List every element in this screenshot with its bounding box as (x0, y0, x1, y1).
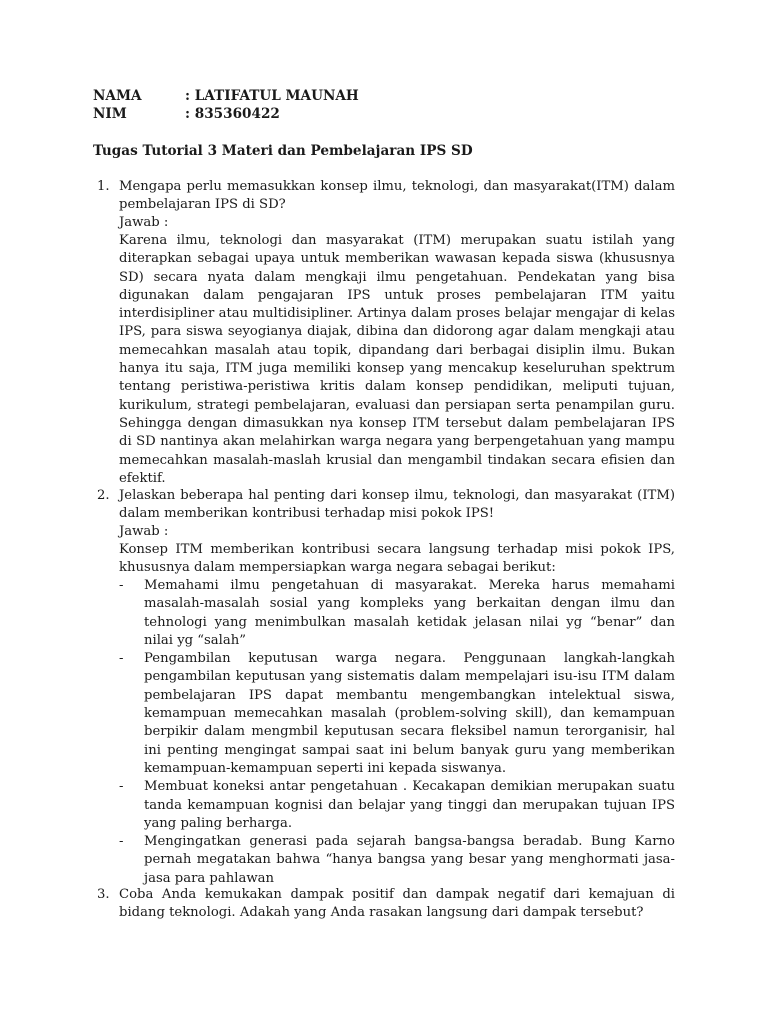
question-number-3: 3. (97, 887, 110, 902)
nim-row (93, 105, 280, 123)
question-text-2: Jelaskan beberapa hal penting dari konsep ilmu, teknologi, dan masyarakat (ITM) dalam memberikan kontribusi terhadap misi pokok IPS! (119, 488, 675, 522)
list-item (119, 778, 675, 833)
bullet-marker: - (119, 779, 124, 795)
answer-label-2: Jawab : (119, 524, 169, 539)
list-item (119, 833, 675, 888)
nim-label: NIM (93, 106, 127, 122)
nim-value: : 835360422 (185, 106, 280, 122)
question-text-1: Mengapa perlu memasukkan konsep ilmu, teknologi, dan masyarakat(ITM) dalam pembelajaran IPS di SD? (119, 179, 675, 213)
name-label: NAMA (93, 88, 142, 104)
question-text-3: Coba Anda kemukakan dampak positif dan dampak negatif dari kemajuan di bidang teknologi. Adakah yang Anda rasakan langsung dari dampak tersebut? (119, 887, 675, 921)
answer-bullet-list-2 (119, 577, 675, 888)
bullet-text: Mengingatkan generasi pada sejarah bangsa-bangsa beradab. Bung Karno pernah megatakan bahwa “hanya bangsa yang besar yang menghormati jasa-jasa para pahlawan (144, 834, 675, 886)
list-item (119, 577, 675, 650)
bullet-text: Pengambilan keputusan warga negara. Penggunaan langkah-langkah pengambilan keputusan yang sistematis dalam mempelajari isu-isu ITM dalam pembelajaran IPS dapat membantu mengembangkan intelektual siswa, kemampuan memecahkan masalah (problem-solving skill), dan kemampuan berpikir dalam mengmbil keputusan secara fleksibel namun terorganisir, hal ini penting mengingat sampai saat ini belum banyak guru yang memberikan kemampuan-kemampuan seperti ini kepada siswanya. (144, 651, 675, 776)
bullet-marker: - (119, 578, 124, 593)
document-title: Tugas Tutorial 3 Materi dan Pembelajaran IPS SD (93, 143, 473, 159)
bullet-text: Membuat koneksi antar pengetahuan . Kecakapan demikian merupakan suatu tanda kemampuan kognisi dan belajar yang tinggi dan merupakan tujuan IPS yang paling berharga. (144, 779, 675, 831)
name-value: : LATIFATUL MAUNAH (185, 88, 359, 104)
answer-text-1: Karena ilmu, teknologi dan masyarakat (ITM) merupakan suatu istilah yang diterapkan sebagai upaya untuk memberikan wawasan kepada siswa (khususnya SD) secara nyata dalam mengkaji ilmu pengetahuan. Pendekatan yang bisa digunakan dalam pengajaran IPS untuk proses pembelajaran ITM yaitu interdisipliner atau multidisipliner. Artinya dalam proses belajar mengajar di kelas IPS, para siswa seyogianya diajak, dibina dan didorong agar dalam mengkaji atau memecahkan masalah atau topik, dipandang dari berbagai disiplin ilmu. Bukan hanya itu saja, ITM juga memiliki konsep yang mencakup keseluruhan spektrum tentang peristiwa-peristiwa kritis dalam konsep pendidikan, meliputi tujuan, kurikulum, strategi pembelajaran, evaluasi dan persiapan serta penampilan guru. Sehingga dengan dimasukkan nya konsep ITM tersebut dalam pembelajaran IPS di SD nantinya akan melahirkan warga negara yang berpengetahuan yang mampu memecahkan masalah-maslah krusial dan mengambil tindakan secara efisien dan efektif. (119, 233, 675, 486)
name-row (93, 87, 359, 105)
question-number-2: 2. (97, 488, 110, 503)
answer-label-1: Jawab : (119, 215, 169, 230)
bullet-marker: - (119, 651, 124, 667)
answer-text-2: Konsep ITM memberikan kontribusi secara langsung terhadap misi pokok IPS, khususnya dalam mempersiapkan warga negara sebagai berikut: (119, 542, 675, 576)
bullet-marker: - (119, 834, 124, 850)
list-item (119, 650, 675, 778)
bullet-text: Memahami ilmu pengetahuan di masyarakat. Mereka harus memahami masalah-masalah sosial yang kompleks yang berkaitan dengan ilmu dan tehnologi yang menimbulkan masalah ketidak jelasan nilai yg “benar” dan nilai yg “salah” (144, 578, 675, 648)
question-number-1: 1. (97, 179, 110, 194)
